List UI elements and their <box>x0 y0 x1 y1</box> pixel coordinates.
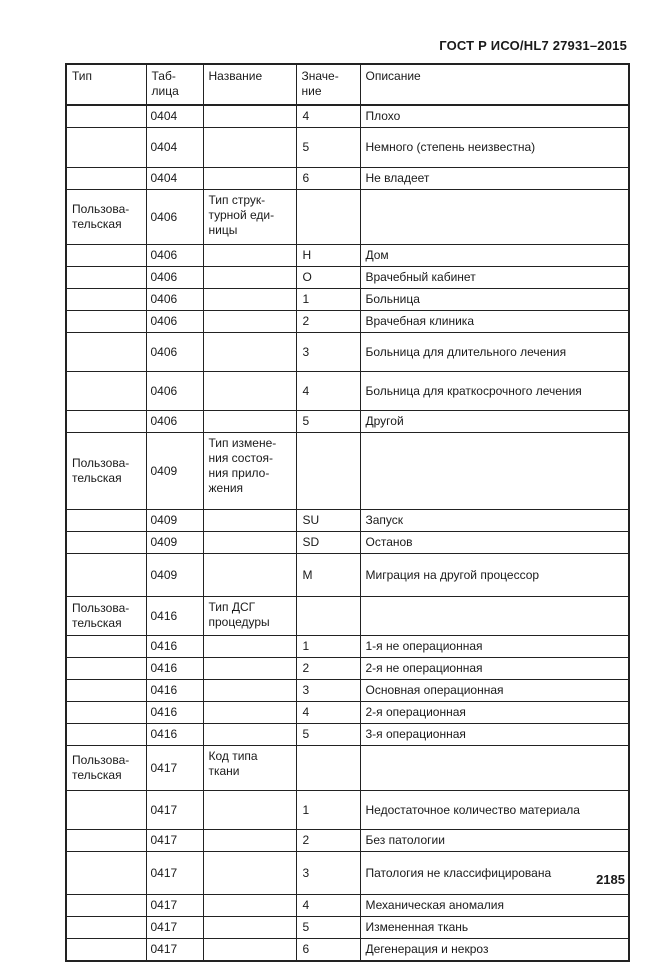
cell-type <box>66 852 146 895</box>
cell-table: 0417 <box>146 746 203 791</box>
cell-table: 0406 <box>146 190 203 245</box>
cell-description: Недостаточное количество материала <box>360 791 629 830</box>
cell-value: 5 <box>296 411 360 433</box>
cell-value: 4 <box>296 702 360 724</box>
cell-value: 6 <box>296 939 360 962</box>
document-id: ГОСТ Р ИСО/HL7 27931–2015 <box>439 38 627 53</box>
cell-value <box>296 190 360 245</box>
cell-type <box>66 333 146 372</box>
table-row <box>66 190 629 245</box>
cell-table: 0404 <box>146 105 203 128</box>
cell-description: Дом <box>360 245 629 267</box>
cell-type <box>66 791 146 830</box>
cell-value: 2 <box>296 311 360 333</box>
cell-value: 4 <box>296 895 360 917</box>
cell-table: 0404 <box>146 128 203 168</box>
table-row <box>66 532 629 554</box>
cell-description: Измененная ткань <box>360 917 629 939</box>
table-row <box>66 830 629 852</box>
table-row <box>66 554 629 597</box>
cell-description <box>360 433 629 510</box>
cell-type <box>66 411 146 433</box>
cell-table: 0416 <box>146 680 203 702</box>
cell-table: 0417 <box>146 917 203 939</box>
cell-table: 0406 <box>146 411 203 433</box>
cell-type: Пользова- тельская <box>66 433 146 510</box>
cell-name <box>203 791 296 830</box>
cell-table: 0406 <box>146 333 203 372</box>
cell-name <box>203 852 296 895</box>
cell-type: Пользова- тельская <box>66 746 146 791</box>
cell-value: SU <box>296 510 360 532</box>
cell-type <box>66 658 146 680</box>
cell-description: Плохо <box>360 105 629 128</box>
cell-value: SD <box>296 532 360 554</box>
cell-type <box>66 311 146 333</box>
cell-table: 0406 <box>146 372 203 411</box>
table-row <box>66 939 629 962</box>
cell-name <box>203 895 296 917</box>
cell-name <box>203 830 296 852</box>
cell-name <box>203 554 296 597</box>
cell-value: H <box>296 245 360 267</box>
cell-name <box>203 411 296 433</box>
table-row <box>66 333 629 372</box>
cell-value: 2 <box>296 830 360 852</box>
cell-name <box>203 532 296 554</box>
table-row <box>66 433 629 510</box>
cell-description: Запуск <box>360 510 629 532</box>
cell-table: 0417 <box>146 895 203 917</box>
table-row <box>66 917 629 939</box>
cell-type <box>66 917 146 939</box>
cell-name: Тип измене- ния состоя- ния прило- жения <box>203 433 296 510</box>
cell-table: 0416 <box>146 597 203 636</box>
cell-description: Больница для длительного лечения <box>360 333 629 372</box>
cell-description: Больница для краткосрочного лечения <box>360 372 629 411</box>
cell-description: 2-я не операционная <box>360 658 629 680</box>
cell-table: 0416 <box>146 636 203 658</box>
cell-value: 1 <box>296 636 360 658</box>
cell-type <box>66 702 146 724</box>
cell-table: 0416 <box>146 724 203 746</box>
cell-description: Механическая аномалия <box>360 895 629 917</box>
cell-description: Патология не классифицирована <box>360 852 629 895</box>
cell-table: 0409 <box>146 554 203 597</box>
cell-value: 5 <box>296 724 360 746</box>
cell-description <box>360 746 629 791</box>
cell-type <box>66 636 146 658</box>
cell-table: 0416 <box>146 658 203 680</box>
cell-value: 3 <box>296 333 360 372</box>
cell-name <box>203 724 296 746</box>
cell-table: 0417 <box>146 791 203 830</box>
table-row <box>66 311 629 333</box>
table-header-row <box>66 64 629 105</box>
page-number: 2185 <box>596 872 625 887</box>
table-row <box>66 510 629 532</box>
cell-table: 0417 <box>146 830 203 852</box>
cell-value: O <box>296 267 360 289</box>
cell-name <box>203 311 296 333</box>
cell-description: Врачебная клиника <box>360 311 629 333</box>
cell-description: Миграция на другой процессор <box>360 554 629 597</box>
cell-table: 0404 <box>146 168 203 190</box>
cell-value: 5 <box>296 128 360 168</box>
cell-type: Пользова- тельская <box>66 190 146 245</box>
cell-name <box>203 105 296 128</box>
table-row <box>66 128 629 168</box>
cell-description: Не владеет <box>360 168 629 190</box>
cell-description: 2-я операционная <box>360 702 629 724</box>
table-row <box>66 245 629 267</box>
col-header-type: Тип <box>66 64 146 105</box>
cell-type <box>66 267 146 289</box>
cell-name <box>203 917 296 939</box>
cell-value: 1 <box>296 289 360 311</box>
cell-name <box>203 636 296 658</box>
cell-value <box>296 597 360 636</box>
table-row <box>66 724 629 746</box>
cell-table: 0406 <box>146 245 203 267</box>
cell-table: 0416 <box>146 702 203 724</box>
table-row <box>66 267 629 289</box>
cell-table: 0409 <box>146 433 203 510</box>
cell-value: 4 <box>296 105 360 128</box>
cell-description: Другой <box>360 411 629 433</box>
cell-name: Тип струк- турной еди- ницы <box>203 190 296 245</box>
cell-description: Без патологии <box>360 830 629 852</box>
table-row <box>66 658 629 680</box>
cell-name <box>203 128 296 168</box>
cell-name <box>203 939 296 962</box>
cell-table: 0406 <box>146 267 203 289</box>
table-row <box>66 597 629 636</box>
cell-type <box>66 168 146 190</box>
cell-name <box>203 168 296 190</box>
cell-value <box>296 746 360 791</box>
cell-value: 4 <box>296 372 360 411</box>
cell-name <box>203 333 296 372</box>
table-row <box>66 289 629 311</box>
code-table <box>65 63 630 962</box>
cell-description: Основная операционная <box>360 680 629 702</box>
table-row <box>66 702 629 724</box>
cell-name: Код типа ткани <box>203 746 296 791</box>
cell-name <box>203 245 296 267</box>
cell-table: 0406 <box>146 289 203 311</box>
cell-type <box>66 724 146 746</box>
cell-type <box>66 680 146 702</box>
col-header-name: Название <box>203 64 296 105</box>
cell-type <box>66 245 146 267</box>
cell-description: 3-я операционная <box>360 724 629 746</box>
table-row <box>66 105 629 128</box>
cell-value: 5 <box>296 917 360 939</box>
cell-description: Дегенерация и некроз <box>360 939 629 962</box>
col-header-table: Таб- лица <box>146 64 203 105</box>
cell-value: 3 <box>296 680 360 702</box>
cell-type <box>66 830 146 852</box>
cell-name <box>203 510 296 532</box>
cell-description: 1-я не операционная <box>360 636 629 658</box>
cell-value: 6 <box>296 168 360 190</box>
table-row <box>66 895 629 917</box>
cell-table: 0406 <box>146 311 203 333</box>
table-row <box>66 636 629 658</box>
cell-name <box>203 289 296 311</box>
cell-table: 0409 <box>146 510 203 532</box>
cell-table: 0417 <box>146 852 203 895</box>
cell-type <box>66 128 146 168</box>
cell-name <box>203 680 296 702</box>
cell-type <box>66 939 146 962</box>
table-row <box>66 791 629 830</box>
cell-description <box>360 190 629 245</box>
cell-type <box>66 895 146 917</box>
cell-type: Пользова- тельская <box>66 597 146 636</box>
cell-type <box>66 510 146 532</box>
cell-description: Больница <box>360 289 629 311</box>
cell-description: Немного (степень неизвестна) <box>360 128 629 168</box>
cell-value: 2 <box>296 658 360 680</box>
cell-value: 3 <box>296 852 360 895</box>
table-row <box>66 746 629 791</box>
cell-name <box>203 267 296 289</box>
cell-type <box>66 289 146 311</box>
col-header-description: Описание <box>360 64 629 105</box>
cell-name <box>203 702 296 724</box>
cell-type <box>66 105 146 128</box>
cell-name <box>203 372 296 411</box>
col-header-value: Значе- ние <box>296 64 360 105</box>
cell-description: Останов <box>360 532 629 554</box>
cell-value: M <box>296 554 360 597</box>
cell-value <box>296 433 360 510</box>
cell-name: Тип ДСГ процедуры <box>203 597 296 636</box>
cell-type <box>66 532 146 554</box>
table-row <box>66 411 629 433</box>
cell-description <box>360 597 629 636</box>
cell-table: 0417 <box>146 939 203 962</box>
cell-type <box>66 554 146 597</box>
cell-type <box>66 372 146 411</box>
cell-value: 1 <box>296 791 360 830</box>
cell-name <box>203 658 296 680</box>
table-row <box>66 168 629 190</box>
table-row <box>66 852 629 895</box>
table-row <box>66 372 629 411</box>
cell-description: Врачебный кабинет <box>360 267 629 289</box>
table-row <box>66 680 629 702</box>
cell-table: 0409 <box>146 532 203 554</box>
